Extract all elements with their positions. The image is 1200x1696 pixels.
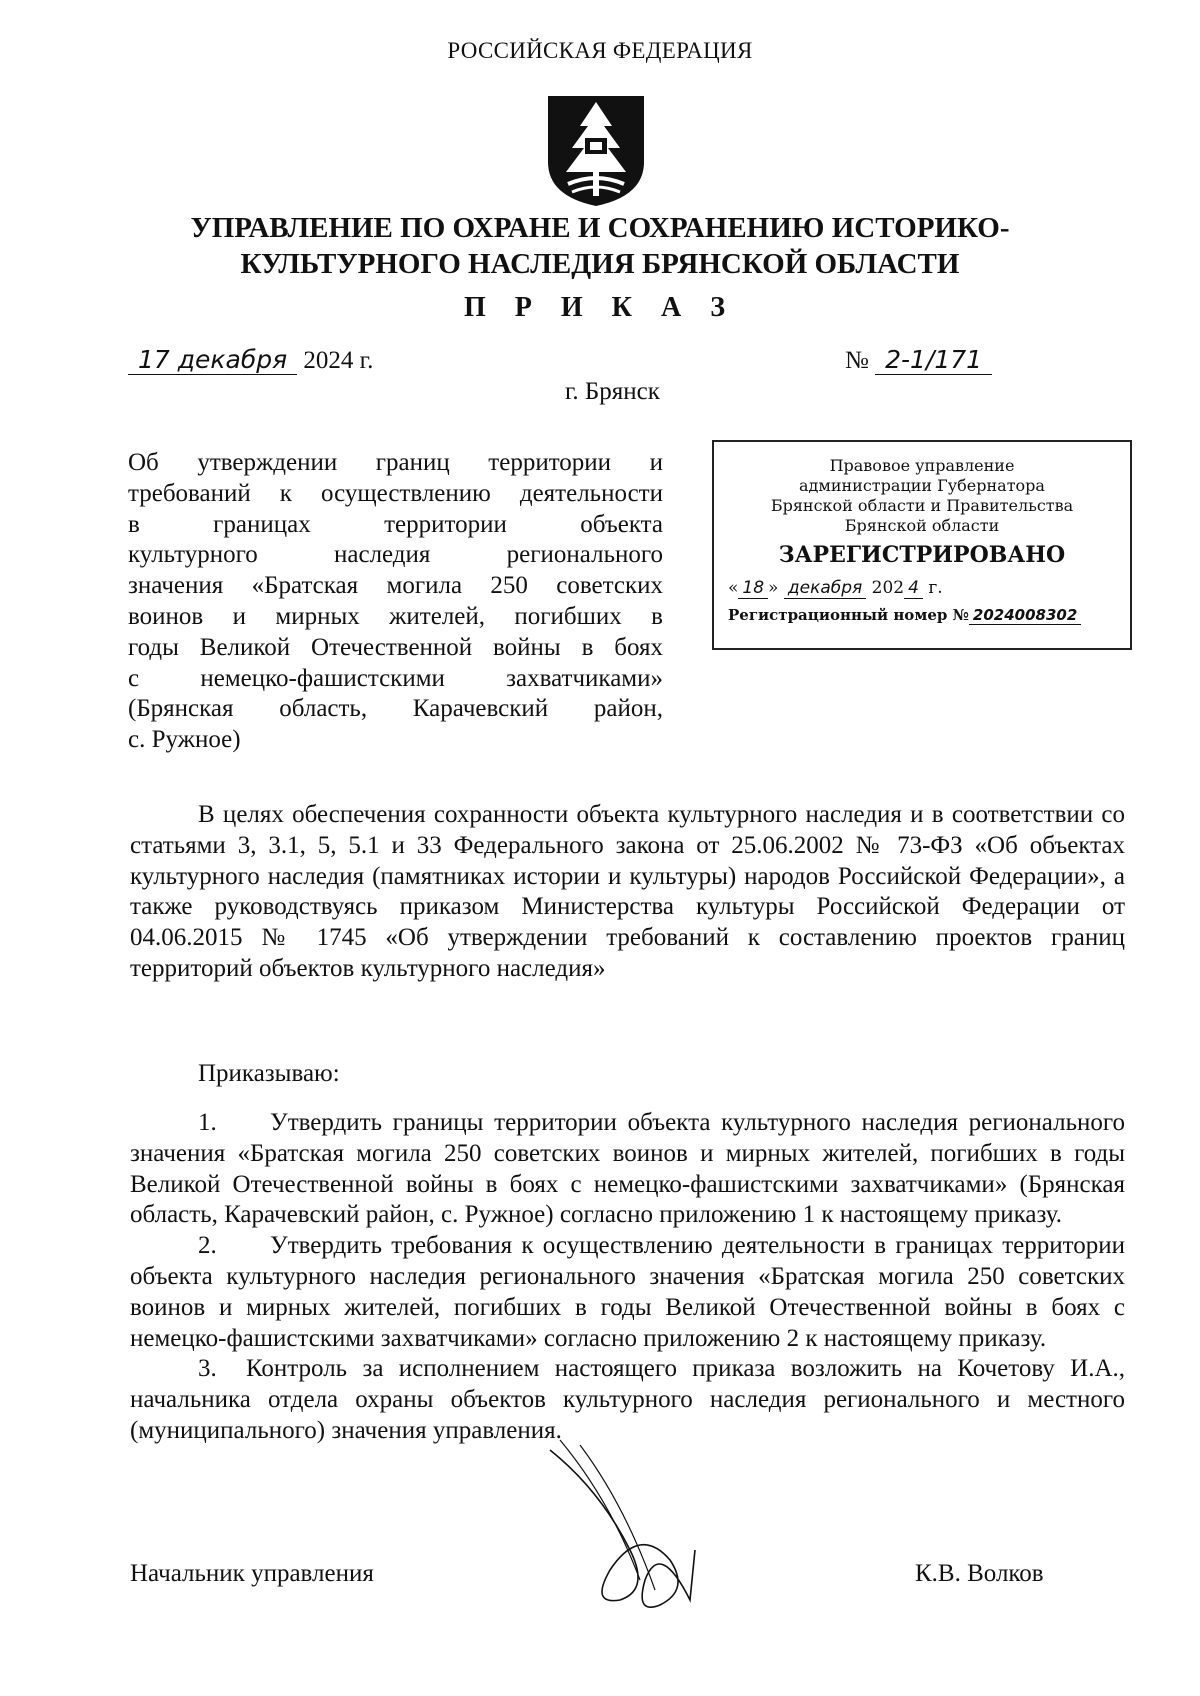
signer-title: Начальник управления	[130, 1560, 374, 1587]
preamble-paragraph: В целях обеспечения сохранности объекта культурного наследия и в соответствии со статьями 3, 3.1, 5, 5.1 и 33 Федерального закона от 25.06.2002 № 73-ФЗ «Об объектах культурного наследия (памятниках истории и культуры) народов Российской Федерации», а также руководствуясь приказом Министерства культуры Российской Федерации от 04.06.2015 № 1745 «Об утверждении требований к составлению проектов границ территорий объектов культурного наследия»	[130, 801, 1125, 982]
date-year: 2024 г.	[303, 347, 374, 374]
signer-name: К.В. Волков	[915, 1560, 1044, 1587]
stamp-status: ЗАРЕГИСТРИРОВАНО	[778, 542, 1066, 568]
item-number: 1.	[198, 1109, 217, 1136]
registration-stamp	[712, 440, 1132, 650]
stamp-day: 18	[738, 578, 768, 599]
organization-line-2: КУЛЬТУРНОГО НАСЛЕДИЯ БРЯНСКОЙ ОБЛАСТИ	[240, 248, 960, 280]
item-text: Контроль за исполнением настоящего приказа возложить на Кочетову И.А., начальника отдела охраны объектов культурного наследия регионального и местного (муниципального) значения управления.	[130, 1355, 1125, 1444]
stamp-year-hand: 4	[904, 578, 923, 599]
item-number: 3.	[198, 1355, 217, 1383]
subject-line: (Брянская область, Карачевский район,	[128, 695, 663, 723]
stamp-line-4: Брянской области	[844, 516, 1000, 535]
subject-line: значения «Братская могила 250 советских	[128, 572, 663, 600]
subject-line: в границах территории объекта	[128, 510, 663, 538]
date-handwritten: 17 декабря	[128, 345, 297, 375]
city: г. Брянск	[565, 378, 660, 405]
order-items	[130, 1108, 1125, 1447]
coat-of-arms-icon	[540, 92, 652, 208]
order-item	[130, 1231, 1125, 1354]
order-word: Приказываю:	[198, 1060, 340, 1087]
stamp-reg-label: Регистрационный номер №	[728, 606, 969, 624]
subject-line: годы Великой Отечественной войны в боях	[128, 633, 663, 661]
order-date	[128, 345, 373, 375]
item-text: Утвердить требования к осуществлению деятельности в границах территории объекта культурного наследия регионального значения «Братская могила 250 советских воинов и мирных жителей, погибших в годы Великой Отечественной войны в боях с немецко-фашистскими захватчиками» согласно приложению 2 к настоящему приказу.	[130, 1232, 1125, 1352]
organization-line-1: УПРАВЛЕНИЕ ПО ОХРАНЕ И СОХРАНЕНИЮ ИСТОРИКО-	[190, 212, 1010, 244]
item-number: 2.	[198, 1232, 217, 1260]
number-handwritten: 2-1/171	[875, 345, 992, 375]
order-item	[130, 1108, 1125, 1231]
subject-line: требований к осуществлению деятельности	[128, 479, 663, 507]
country-title: РОССИЙСКАЯ ФЕДЕРАЦИЯ	[447, 38, 753, 63]
stamp-reg-number: 2024008302	[969, 606, 1081, 625]
order-subject	[128, 448, 663, 756]
subject-line: воинов и мирных жителей, погибших в	[128, 602, 663, 630]
subject-line: Об утверждении границ территории и	[128, 449, 663, 476]
handwritten-signature	[540, 1430, 720, 1630]
stamp-year-suffix: г.	[928, 578, 943, 598]
stamp-line-1: Правовое управление	[829, 456, 1015, 475]
stamp-line-3: Брянской области и Правительства	[770, 496, 1074, 515]
stamp-month: декабря	[784, 578, 866, 599]
subject-line: с. Ружное)	[128, 726, 241, 754]
stamp-year-prefix: 202	[871, 578, 905, 598]
order-number	[845, 345, 992, 375]
stamp-line-2: администрации Губернатора	[799, 476, 1045, 495]
stamp-registration	[714, 606, 1130, 624]
stamp-date: « 18 » декабря 202 4 г.	[728, 578, 943, 598]
item-text: Утвердить границы территории объекта культурного наследия регионального значения «Братская могила 250 советских воинов и мирных жителей, погибших в годы Великой Отечественной войны в боях с немецко-фашистскими захватчиками» (Брянская область, Карачевский район, с. Ружное) согласно приложению 1 к настоящему приказу.	[130, 1109, 1125, 1229]
subject-line: культурного наследия регионального	[128, 541, 663, 569]
document-type: П Р И К А З	[464, 292, 736, 323]
organization-name	[150, 210, 1050, 282]
number-sign: №	[845, 347, 869, 374]
subject-line: с немецко-фашистскими захватчиками»	[128, 664, 663, 692]
